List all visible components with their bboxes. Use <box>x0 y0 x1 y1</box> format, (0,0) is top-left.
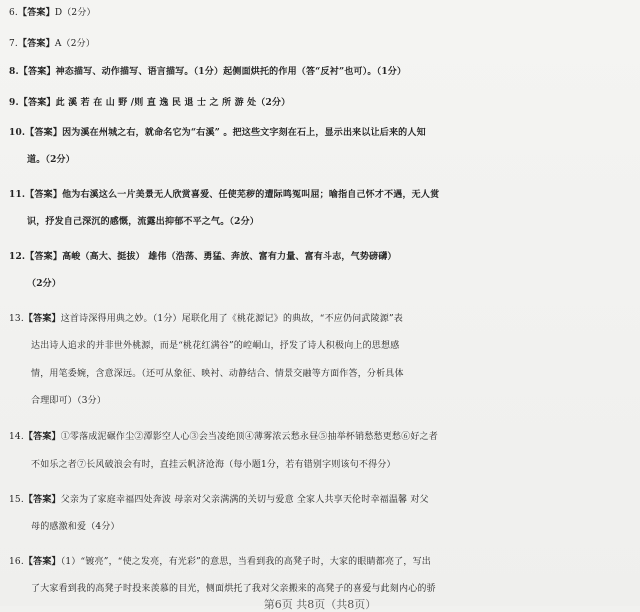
answer-tag: 【答案】 <box>18 39 55 49</box>
answer-text: 高峻（高大、挺拔） 雄伟（浩荡、勇猛、奔放、富有力量、富有斗志，气势磅礴） <box>62 252 397 262</box>
question-number: 8. <box>9 67 19 77</box>
answer-text: 此 溪 若 在 山 野 /则 直 逸 民 退 士 之 所 游 处（2分） <box>55 98 291 108</box>
question-number: 6. <box>9 8 18 18</box>
answer-line-continuation <box>27 151 640 169</box>
answer-text: （2分） <box>27 279 62 289</box>
answer-text: 不如乐之者⑦长风破浪会有时，直挂云帆济沧海（每小题1分，若有错别字则该句不得分） <box>31 460 396 470</box>
answer-text: 父亲为了家庭幸福四处奔波 母亲对父亲满满的关切与爱意 全家人共享天伦时幸福温馨 对父 <box>60 495 429 505</box>
answer-line <box>9 248 640 266</box>
answer-line-continuation <box>31 365 640 383</box>
answer-tag: 【答案】 <box>23 557 61 567</box>
answer-tag: 【答案】 <box>25 128 63 138</box>
answer-tag: 【答案】 <box>25 190 63 200</box>
answer-line <box>9 553 640 571</box>
answer-text: A（2分） <box>54 39 96 49</box>
answer-line <box>9 428 640 446</box>
answer-line-continuation <box>31 518 640 536</box>
answer-line <box>9 63 640 81</box>
answer-text: （1）“镀亮”，“使之发亮，有光彩”的意思，当看到我的高凳子时，大家的眼睛都亮了，写出 <box>60 557 431 567</box>
answer-text: 达出诗人追求的并非世外桃源，而是“桃花红满谷”的崆峒山，抒发了诗人积极向上的思想感 <box>31 341 400 351</box>
answer-line-continuation <box>31 392 640 410</box>
answer-line <box>9 4 640 22</box>
answer-line-continuation <box>31 337 640 355</box>
answer-text: D（2分） <box>54 8 96 18</box>
answer-line <box>9 94 640 112</box>
question-number: 14. <box>9 432 24 442</box>
answer-tag: 【答案】 <box>18 98 56 108</box>
answer-text: 这首诗深得用典之妙。（1分）尾联化用了《桃花源记》的典故，“不应仍问武陵源”表 <box>60 314 403 324</box>
answer-text: ①零落成泥碾作尘②潭影空人心③会当凌绝顶④薄雾浓云愁永昼⑤抽举杯销愁愁更愁⑥好之者 <box>60 432 438 442</box>
question-number: 15. <box>9 495 24 505</box>
answer-text: 了大家看到我的高凳子时投来羡慕的目光，侧面烘托了我对父亲搬来的高凳子的喜爱与此刻内心的骄 <box>31 584 436 594</box>
answer-line <box>9 124 640 142</box>
answer-line-continuation <box>27 213 640 231</box>
question-number: 13. <box>9 314 24 324</box>
answer-tag: 【答案】 <box>23 495 61 505</box>
answer-text: 识，抒发自己深沉的感慨，流露出抑郁不平之气。（2分） <box>27 217 259 227</box>
question-number: 10. <box>9 128 26 138</box>
answer-tag: 【答案】 <box>23 432 61 442</box>
page-footer: 第6页 共8页（共8页） <box>263 598 377 611</box>
answer-text: 神态描写、动作描写、语言描写。（1分）起侧面烘托的作用（答“反衬”也可）。（1分） <box>55 67 407 77</box>
answer-text: 因为溪在州城之右，就命名它为“右溪” 。把这些文字刻在石上，显示出来以让后来的人知 <box>62 128 426 138</box>
question-number: 11. <box>9 190 26 200</box>
answer-line <box>9 491 640 509</box>
answer-text: 母的感激和爱（4分） <box>31 522 120 532</box>
answer-line <box>9 310 640 328</box>
answer-tag: 【答案】 <box>23 314 61 324</box>
question-number: 9. <box>9 98 19 108</box>
answer-line <box>9 186 640 204</box>
answer-text: 情，用笔委婉，含意深远。（还可从象征、映衬、动静结合、情景交融等方面作答，分析具体 <box>31 369 404 379</box>
answer-tag: 【答案】 <box>18 67 56 77</box>
question-number: 16. <box>9 557 24 567</box>
answer-line-continuation <box>27 275 640 293</box>
answer-tag: 【答案】 <box>25 252 63 262</box>
answer-tag: 【答案】 <box>18 8 55 18</box>
question-number: 7. <box>9 39 18 49</box>
answer-text: 他为右溪这么一片美景无人欣赏喜爱、任使芜秽的遭际鸣冤叫屈；喻指自己怀才不遇，无人赏 <box>62 190 440 200</box>
answer-text: 合理即可）（3分） <box>31 396 107 406</box>
question-number: 12. <box>9 252 26 262</box>
answer-line <box>9 35 640 53</box>
answer-line-continuation <box>31 456 640 474</box>
answer-text: 道。（2分） <box>27 155 75 165</box>
